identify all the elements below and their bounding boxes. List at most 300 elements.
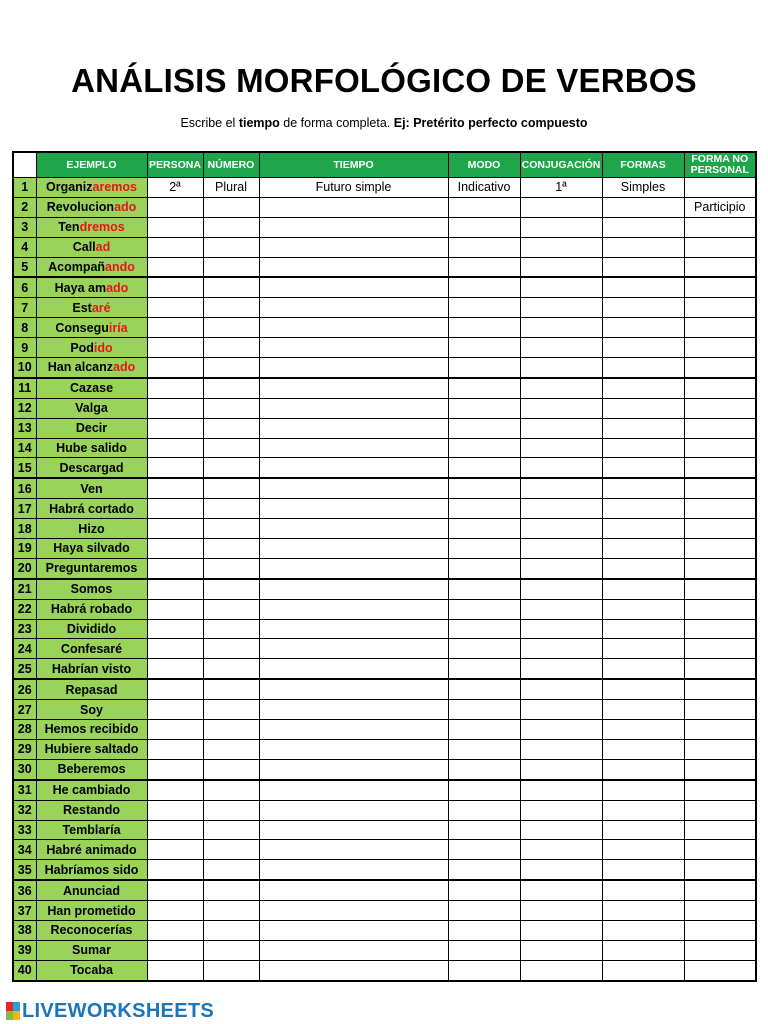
- answer-cell-numero[interactable]: [203, 759, 259, 779]
- table-row: [13, 579, 756, 599]
- answer-cell-conjugacion[interactable]: [520, 820, 602, 840]
- answer-cell-formas[interactable]: [602, 298, 684, 318]
- answer-cell-formas[interactable]: [602, 318, 684, 338]
- answer-cell-persona[interactable]: [147, 579, 203, 599]
- answer-cell-modo[interactable]: [448, 659, 520, 679]
- answer-cell-numero[interactable]: [203, 780, 259, 800]
- answer-cell-modo[interactable]: [448, 298, 520, 318]
- answer-cell-conjugacion[interactable]: [520, 639, 602, 659]
- answer-cell-numero[interactable]: [203, 458, 259, 478]
- answer-cell-numero[interactable]: [203, 418, 259, 438]
- answer-cell-formas[interactable]: [602, 458, 684, 478]
- answer-cell-conjugacion[interactable]: 1ª: [520, 178, 602, 198]
- answer-cell-modo[interactable]: [448, 197, 520, 217]
- answer-cell-tiempo[interactable]: [259, 539, 448, 559]
- answer-cell-modo[interactable]: [448, 920, 520, 940]
- answer-cell-formas[interactable]: [602, 257, 684, 277]
- answer-cell-conjugacion[interactable]: [520, 840, 602, 860]
- answer-cell-tiempo[interactable]: [259, 700, 448, 720]
- answer-cell-conjugacion[interactable]: [520, 920, 602, 940]
- answer-cell-tiempo[interactable]: [259, 257, 448, 277]
- verb-ending: ado: [106, 280, 129, 295]
- answer-cell-tiempo[interactable]: [259, 277, 448, 297]
- answer-cell-numero[interactable]: [203, 298, 259, 318]
- answer-cell-conjugacion[interactable]: [520, 237, 602, 257]
- answer-cell-numero[interactable]: [203, 478, 259, 498]
- answer-cell-conjugacion[interactable]: [520, 739, 602, 759]
- answer-cell-tiempo[interactable]: [259, 519, 448, 539]
- answer-cell-modo[interactable]: [448, 639, 520, 659]
- answer-cell-fnp[interactable]: [684, 237, 756, 257]
- answer-cell-fnp[interactable]: [684, 659, 756, 679]
- answer-cell-fnp[interactable]: [684, 800, 756, 820]
- answer-cell-tiempo[interactable]: [259, 237, 448, 257]
- answer-cell-persona[interactable]: [147, 920, 203, 940]
- answer-cell-conjugacion[interactable]: [520, 257, 602, 277]
- answer-cell-numero[interactable]: [203, 639, 259, 659]
- answer-cell-tiempo[interactable]: [259, 759, 448, 779]
- answer-cell-conjugacion[interactable]: [520, 960, 602, 980]
- row-number: 33: [13, 820, 36, 840]
- verb-example: [36, 178, 147, 198]
- answer-cell-formas[interactable]: [602, 197, 684, 217]
- answer-cell-fnp[interactable]: [684, 478, 756, 498]
- answer-cell-tiempo[interactable]: [259, 438, 448, 458]
- answer-cell-persona[interactable]: [147, 800, 203, 820]
- answer-cell-persona[interactable]: [147, 458, 203, 478]
- answer-cell-fnp[interactable]: [684, 539, 756, 559]
- answer-cell-formas[interactable]: [602, 478, 684, 498]
- answer-cell-tiempo[interactable]: [259, 619, 448, 639]
- answer-cell-fnp[interactable]: [684, 901, 756, 921]
- answer-cell-modo[interactable]: [448, 458, 520, 478]
- answer-cell-fnp[interactable]: [684, 257, 756, 277]
- answer-cell-tiempo[interactable]: [259, 780, 448, 800]
- answer-cell-modo[interactable]: [448, 901, 520, 921]
- answer-cell-persona[interactable]: 2ª: [147, 178, 203, 198]
- answer-cell-numero[interactable]: [203, 700, 259, 720]
- answer-cell-formas[interactable]: [602, 960, 684, 980]
- answer-cell-numero[interactable]: [203, 338, 259, 358]
- answer-cell-persona[interactable]: [147, 780, 203, 800]
- answer-cell-conjugacion[interactable]: [520, 558, 602, 578]
- answer-cell-modo[interactable]: [448, 840, 520, 860]
- answer-cell-numero[interactable]: [203, 257, 259, 277]
- answer-cell-fnp[interactable]: [684, 619, 756, 639]
- answer-cell-formas[interactable]: [602, 217, 684, 237]
- answer-cell-modo[interactable]: [448, 880, 520, 900]
- answer-cell-fnp[interactable]: [684, 217, 756, 237]
- answer-cell-formas[interactable]: [602, 739, 684, 759]
- row-number: 16: [13, 478, 36, 498]
- answer-cell-formas[interactable]: [602, 780, 684, 800]
- answer-cell-fnp[interactable]: [684, 940, 756, 960]
- answer-cell-modo[interactable]: [448, 759, 520, 779]
- answer-cell-numero[interactable]: [203, 197, 259, 217]
- answer-cell-conjugacion[interactable]: [520, 318, 602, 338]
- answer-cell-fnp[interactable]: [684, 679, 756, 699]
- answer-cell-numero[interactable]: [203, 659, 259, 679]
- row-number: 31: [13, 780, 36, 800]
- answer-cell-formas[interactable]: [602, 358, 684, 378]
- answer-cell-conjugacion[interactable]: [520, 940, 602, 960]
- answer-cell-conjugacion[interactable]: [520, 759, 602, 779]
- answer-cell-fnp[interactable]: [684, 960, 756, 980]
- answer-cell-formas[interactable]: [602, 539, 684, 559]
- answer-cell-persona[interactable]: [147, 700, 203, 720]
- verb-example: [36, 298, 147, 318]
- answer-cell-modo[interactable]: [448, 820, 520, 840]
- answer-cell-modo[interactable]: [448, 398, 520, 418]
- answer-cell-persona[interactable]: [147, 358, 203, 378]
- answer-cell-fnp[interactable]: [684, 499, 756, 519]
- answer-cell-modo[interactable]: [448, 358, 520, 378]
- answer-cell-modo[interactable]: [448, 558, 520, 578]
- answer-cell-persona[interactable]: [147, 739, 203, 759]
- answer-cell-formas[interactable]: [602, 277, 684, 297]
- answer-cell-persona[interactable]: [147, 418, 203, 438]
- answer-cell-formas[interactable]: [602, 880, 684, 900]
- answer-cell-persona[interactable]: [147, 277, 203, 297]
- answer-cell-persona[interactable]: [147, 539, 203, 559]
- answer-cell-numero[interactable]: [203, 539, 259, 559]
- answer-cell-numero[interactable]: [203, 398, 259, 418]
- answer-cell-numero[interactable]: [203, 940, 259, 960]
- answer-cell-modo[interactable]: [448, 940, 520, 960]
- answer-cell-numero[interactable]: [203, 579, 259, 599]
- answer-cell-formas[interactable]: [602, 599, 684, 619]
- answer-cell-tiempo[interactable]: [259, 659, 448, 679]
- answer-cell-tiempo[interactable]: [259, 197, 448, 217]
- answer-cell-tiempo[interactable]: [259, 579, 448, 599]
- answer-cell-persona[interactable]: [147, 619, 203, 639]
- answer-cell-numero[interactable]: [203, 800, 259, 820]
- answer-cell-persona[interactable]: [147, 880, 203, 900]
- answer-cell-fnp[interactable]: [684, 780, 756, 800]
- answer-cell-modo[interactable]: [448, 679, 520, 699]
- answer-cell-conjugacion[interactable]: [520, 720, 602, 740]
- answer-cell-formas[interactable]: [602, 378, 684, 398]
- answer-cell-persona[interactable]: [147, 499, 203, 519]
- answer-cell-fnp[interactable]: [684, 820, 756, 840]
- answer-cell-conjugacion[interactable]: [520, 619, 602, 639]
- answer-cell-formas[interactable]: [602, 901, 684, 921]
- table-row: [13, 920, 756, 940]
- answer-cell-conjugacion[interactable]: [520, 277, 602, 297]
- answer-cell-modo[interactable]: [448, 217, 520, 237]
- answer-cell-conjugacion[interactable]: [520, 217, 602, 237]
- answer-cell-fnp[interactable]: [684, 318, 756, 338]
- answer-cell-numero[interactable]: [203, 820, 259, 840]
- answer-cell-formas[interactable]: [602, 619, 684, 639]
- answer-cell-conjugacion[interactable]: [520, 700, 602, 720]
- answer-cell-modo[interactable]: [448, 860, 520, 880]
- answer-cell-conjugacion[interactable]: [520, 358, 602, 378]
- answer-cell-conjugacion[interactable]: [520, 860, 602, 880]
- answer-cell-modo[interactable]: [448, 257, 520, 277]
- answer-cell-numero[interactable]: [203, 880, 259, 900]
- answer-cell-fnp[interactable]: [684, 880, 756, 900]
- answer-cell-numero[interactable]: [203, 901, 259, 921]
- answer-cell-tiempo[interactable]: [259, 599, 448, 619]
- answer-cell-formas[interactable]: [602, 639, 684, 659]
- answer-cell-numero[interactable]: [203, 739, 259, 759]
- answer-cell-formas[interactable]: [602, 700, 684, 720]
- answer-cell-formas[interactable]: [602, 499, 684, 519]
- answer-cell-modo[interactable]: [448, 720, 520, 740]
- table-row: [13, 960, 756, 980]
- answer-cell-numero[interactable]: [203, 318, 259, 338]
- answer-cell-numero[interactable]: [203, 358, 259, 378]
- answer-cell-numero[interactable]: [203, 679, 259, 699]
- answer-cell-formas[interactable]: [602, 438, 684, 458]
- answer-cell-modo[interactable]: [448, 318, 520, 338]
- answer-cell-tiempo[interactable]: [259, 418, 448, 438]
- answer-cell-modo[interactable]: [448, 277, 520, 297]
- answer-cell-tiempo[interactable]: [259, 338, 448, 358]
- answer-cell-formas[interactable]: [602, 840, 684, 860]
- answer-cell-persona[interactable]: [147, 759, 203, 779]
- answer-cell-numero[interactable]: [203, 499, 259, 519]
- answer-cell-persona[interactable]: [147, 338, 203, 358]
- answer-cell-tiempo[interactable]: [259, 901, 448, 921]
- answer-cell-persona[interactable]: [147, 237, 203, 257]
- answer-cell-persona[interactable]: [147, 599, 203, 619]
- answer-cell-fnp[interactable]: [684, 298, 756, 318]
- answer-cell-fnp[interactable]: [684, 579, 756, 599]
- answer-cell-conjugacion[interactable]: [520, 679, 602, 699]
- answer-cell-formas[interactable]: [602, 759, 684, 779]
- answer-cell-fnp[interactable]: [684, 759, 756, 779]
- answer-cell-formas[interactable]: [602, 860, 684, 880]
- answer-cell-persona[interactable]: [147, 659, 203, 679]
- answer-cell-modo[interactable]: [448, 800, 520, 820]
- answer-cell-fnp[interactable]: [684, 599, 756, 619]
- answer-cell-fnp[interactable]: [684, 418, 756, 438]
- instructions-middle: de forma completa.: [279, 116, 394, 130]
- answer-cell-numero[interactable]: [203, 277, 259, 297]
- answer-cell-modo[interactable]: [448, 418, 520, 438]
- answer-cell-fnp[interactable]: [684, 438, 756, 458]
- verb-example: [36, 739, 147, 759]
- answer-cell-tiempo[interactable]: [259, 639, 448, 659]
- answer-cell-modo[interactable]: [448, 960, 520, 980]
- answer-cell-fnp[interactable]: [684, 398, 756, 418]
- row-number: 19: [13, 539, 36, 559]
- answer-cell-conjugacion[interactable]: [520, 880, 602, 900]
- answer-cell-conjugacion[interactable]: [520, 197, 602, 217]
- answer-cell-persona[interactable]: [147, 217, 203, 237]
- answer-cell-tiempo[interactable]: [259, 217, 448, 237]
- answer-cell-persona[interactable]: [147, 257, 203, 277]
- answer-cell-conjugacion[interactable]: [520, 338, 602, 358]
- answer-cell-persona[interactable]: [147, 860, 203, 880]
- answer-cell-formas[interactable]: [602, 920, 684, 940]
- answer-cell-formas[interactable]: [602, 338, 684, 358]
- answer-cell-tiempo[interactable]: [259, 558, 448, 578]
- answer-cell-formas[interactable]: [602, 659, 684, 679]
- answer-cell-formas[interactable]: [602, 679, 684, 699]
- answer-cell-numero[interactable]: [203, 237, 259, 257]
- answer-cell-conjugacion[interactable]: [520, 519, 602, 539]
- answer-cell-numero[interactable]: [203, 217, 259, 237]
- answer-cell-numero[interactable]: [203, 619, 259, 639]
- answer-cell-tiempo[interactable]: [259, 378, 448, 398]
- answer-cell-numero[interactable]: [203, 378, 259, 398]
- answer-cell-persona[interactable]: [147, 318, 203, 338]
- answer-cell-persona[interactable]: [147, 478, 203, 498]
- answer-cell-conjugacion[interactable]: [520, 298, 602, 318]
- answer-cell-modo[interactable]: [448, 338, 520, 358]
- answer-cell-fnp[interactable]: [684, 739, 756, 759]
- answer-cell-fnp[interactable]: [684, 558, 756, 578]
- answer-cell-tiempo[interactable]: [259, 458, 448, 478]
- answer-cell-persona[interactable]: [147, 197, 203, 217]
- answer-cell-fnp[interactable]: [684, 840, 756, 860]
- answer-cell-fnp[interactable]: [684, 860, 756, 880]
- answer-cell-modo[interactable]: Indicativo: [448, 178, 520, 198]
- answer-cell-formas[interactable]: [602, 237, 684, 257]
- answer-cell-fnp[interactable]: [684, 639, 756, 659]
- answer-cell-modo[interactable]: [448, 478, 520, 498]
- answer-cell-fnp[interactable]: [684, 519, 756, 539]
- answer-cell-numero[interactable]: Plural: [203, 178, 259, 198]
- answer-cell-persona[interactable]: [147, 438, 203, 458]
- answer-cell-tiempo[interactable]: [259, 679, 448, 699]
- answer-cell-formas[interactable]: [602, 519, 684, 539]
- answer-cell-modo[interactable]: [448, 539, 520, 559]
- answer-cell-persona[interactable]: [147, 820, 203, 840]
- verb-example: [36, 418, 147, 438]
- answer-cell-formas[interactable]: [602, 720, 684, 740]
- answer-cell-fnp[interactable]: [684, 277, 756, 297]
- answer-cell-formas[interactable]: [602, 418, 684, 438]
- answer-cell-modo[interactable]: [448, 780, 520, 800]
- answer-cell-fnp[interactable]: Participio: [684, 197, 756, 217]
- answer-cell-conjugacion[interactable]: [520, 398, 602, 418]
- answer-cell-conjugacion[interactable]: [520, 478, 602, 498]
- answer-cell-conjugacion[interactable]: [520, 378, 602, 398]
- answer-cell-formas[interactable]: Simples: [602, 178, 684, 198]
- verb-stem: Habré animado: [46, 842, 137, 857]
- answer-cell-tiempo[interactable]: [259, 960, 448, 980]
- answer-cell-persona[interactable]: [147, 519, 203, 539]
- answer-cell-conjugacion[interactable]: [520, 800, 602, 820]
- answer-cell-conjugacion[interactable]: [520, 438, 602, 458]
- answer-cell-persona[interactable]: [147, 720, 203, 740]
- answer-cell-conjugacion[interactable]: [520, 599, 602, 619]
- answer-cell-tiempo[interactable]: [259, 860, 448, 880]
- answer-cell-conjugacion[interactable]: [520, 659, 602, 679]
- answer-cell-modo[interactable]: [448, 739, 520, 759]
- answer-cell-numero[interactable]: [203, 519, 259, 539]
- answer-cell-fnp[interactable]: [684, 700, 756, 720]
- answer-cell-modo[interactable]: [448, 700, 520, 720]
- answer-cell-tiempo[interactable]: [259, 499, 448, 519]
- answer-cell-numero[interactable]: [203, 720, 259, 740]
- answer-cell-tiempo[interactable]: [259, 880, 448, 900]
- answer-cell-tiempo[interactable]: [259, 840, 448, 860]
- answer-cell-persona[interactable]: [147, 398, 203, 418]
- answer-cell-tiempo[interactable]: [259, 358, 448, 378]
- answer-cell-tiempo[interactable]: [259, 398, 448, 418]
- answer-cell-tiempo[interactable]: [259, 820, 448, 840]
- answer-cell-fnp[interactable]: [684, 358, 756, 378]
- answer-cell-conjugacion[interactable]: [520, 499, 602, 519]
- row-number: 40: [13, 960, 36, 980]
- answer-cell-formas[interactable]: [602, 940, 684, 960]
- answer-cell-modo[interactable]: [448, 599, 520, 619]
- answer-cell-formas[interactable]: [602, 820, 684, 840]
- answer-cell-persona[interactable]: [147, 960, 203, 980]
- answer-cell-conjugacion[interactable]: [520, 539, 602, 559]
- answer-cell-formas[interactable]: [602, 558, 684, 578]
- answer-cell-persona[interactable]: [147, 378, 203, 398]
- answer-cell-conjugacion[interactable]: [520, 780, 602, 800]
- answer-cell-persona[interactable]: [147, 639, 203, 659]
- answer-cell-fnp[interactable]: [684, 720, 756, 740]
- answer-cell-fnp[interactable]: [684, 920, 756, 940]
- answer-cell-persona[interactable]: [147, 940, 203, 960]
- answer-cell-tiempo[interactable]: [259, 800, 448, 820]
- answer-cell-numero[interactable]: [203, 438, 259, 458]
- answer-cell-modo[interactable]: [448, 579, 520, 599]
- answer-cell-persona[interactable]: [147, 558, 203, 578]
- row-number: 12: [13, 398, 36, 418]
- answer-cell-fnp[interactable]: [684, 178, 756, 198]
- answer-cell-numero[interactable]: [203, 860, 259, 880]
- answer-cell-conjugacion[interactable]: [520, 418, 602, 438]
- answer-cell-fnp[interactable]: [684, 458, 756, 478]
- answer-cell-tiempo[interactable]: [259, 739, 448, 759]
- verb-stem: Tocaba: [70, 963, 113, 978]
- answer-cell-tiempo[interactable]: [259, 920, 448, 940]
- answer-cell-modo[interactable]: [448, 499, 520, 519]
- answer-cell-persona[interactable]: [147, 679, 203, 699]
- answer-cell-formas[interactable]: [602, 398, 684, 418]
- answer-cell-persona[interactable]: [147, 840, 203, 860]
- answer-cell-conjugacion[interactable]: [520, 901, 602, 921]
- answer-cell-persona[interactable]: [147, 901, 203, 921]
- answer-cell-modo[interactable]: [448, 237, 520, 257]
- answer-cell-modo[interactable]: [448, 378, 520, 398]
- answer-cell-tiempo[interactable]: [259, 478, 448, 498]
- answer-cell-tiempo[interactable]: [259, 318, 448, 338]
- answer-cell-modo[interactable]: [448, 619, 520, 639]
- answer-cell-tiempo[interactable]: Futuro simple: [259, 178, 448, 198]
- answer-cell-fnp[interactable]: [684, 378, 756, 398]
- answer-cell-numero[interactable]: [203, 599, 259, 619]
- instructions-example: Ej: Pretérito perfecto compuesto: [393, 116, 588, 130]
- answer-cell-conjugacion[interactable]: [520, 458, 602, 478]
- answer-cell-numero[interactable]: [203, 840, 259, 860]
- answer-cell-tiempo[interactable]: [259, 940, 448, 960]
- table-row: [13, 619, 756, 639]
- answer-cell-modo[interactable]: [448, 438, 520, 458]
- answer-cell-fnp[interactable]: [684, 338, 756, 358]
- verb-stem: Sumar: [72, 943, 111, 958]
- answer-cell-numero[interactable]: [203, 558, 259, 578]
- answer-cell-numero[interactable]: [203, 960, 259, 980]
- answer-cell-persona[interactable]: [147, 298, 203, 318]
- answer-cell-conjugacion[interactable]: [520, 579, 602, 599]
- answer-cell-modo[interactable]: [448, 519, 520, 539]
- answer-cell-formas[interactable]: [602, 800, 684, 820]
- answer-cell-formas[interactable]: [602, 579, 684, 599]
- answer-cell-tiempo[interactable]: [259, 298, 448, 318]
- answer-cell-numero[interactable]: [203, 920, 259, 940]
- answer-cell-tiempo[interactable]: [259, 720, 448, 740]
